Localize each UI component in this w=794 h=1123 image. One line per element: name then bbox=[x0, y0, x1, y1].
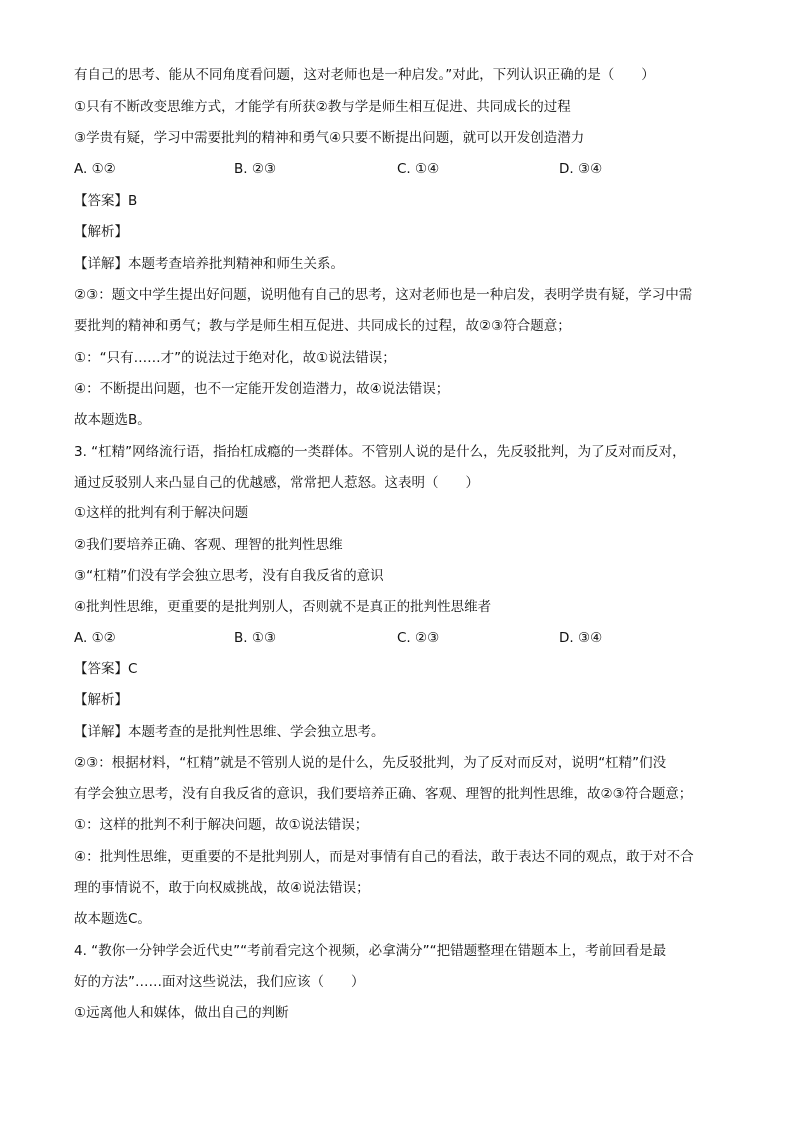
q2-analysis-label: 【解析】 bbox=[74, 224, 128, 240]
q2-answer: 【答案】B bbox=[74, 193, 138, 209]
q3-item-line: ②我们要培养正确、客观、理智的批判性思维 bbox=[74, 537, 343, 553]
q2-explain-line: 要批判的精神和勇气；教与学是师生相互促进、共同成长的过程，故②③符合题意； bbox=[74, 318, 571, 334]
q3-answer: 【答案】C bbox=[74, 661, 138, 677]
q2-options bbox=[74, 160, 734, 178]
q3-stem-line: 3. “杠精”网络流行语，指抬杠成瘾的一类群体。不管别人说的是什么，先反驳批判，为了反对而反对， bbox=[74, 444, 686, 460]
q3-detail: 【详解】本题考查的是批判性思维、学会独立思考。 bbox=[74, 724, 385, 740]
q3-analysis-label: 【解析】 bbox=[74, 692, 128, 708]
q2-option-c: C. ①④ bbox=[397, 161, 440, 177]
q3-option-a: A. ①② bbox=[74, 630, 116, 646]
q2-stem-line: 有自己的思考、能从不同角度看问题，这对老师也是一种启发。”对此，下列认识正确的是（ ） bbox=[74, 67, 655, 83]
q3-option-c: C. ②③ bbox=[397, 630, 440, 646]
q2-explain-line: ④：不断提出问题，也不一定能开发创造潜力，故④说法错误； bbox=[74, 381, 450, 397]
q2-item-line: ①只有不断改变思维方式，才能学有所获②教与学是师生相互促进、共同成长的过程 bbox=[74, 99, 571, 115]
q2-option-d: D. ③④ bbox=[559, 161, 603, 177]
q3-item-line: ④批判性思维，更重要的是批判别人，否则就不是真正的批判性思维者 bbox=[74, 599, 492, 615]
q3-item-line: ①这样的批判有利于解决问题 bbox=[74, 505, 249, 521]
q3-explain-line: ①：这样的批判不利于解决问题，故①说法错误； bbox=[74, 817, 369, 833]
q2-explain-line: ①：“只有……才”的说法过于绝对化，故①说法错误； bbox=[74, 350, 396, 366]
q3-explain-line: ②③：根据材料，“杠精”就是不管别人说的是什么，先反驳批判，为了反对而反对，说明“杠精”们没 bbox=[74, 755, 667, 771]
q2-option-a: A. ①② bbox=[74, 161, 116, 177]
q4-stem-line: 好的方法”……面对这些说法，我们应该（ ） bbox=[74, 974, 365, 990]
q4-stem-line: 4. “教你一分钟学会近代史”“考前看完这个视频，必拿满分”“把错题整理在错题本上，考前回看是最 bbox=[74, 943, 667, 959]
q3-explain-line: 理的事情说不，敢于向权威挑战，故④说法错误； bbox=[74, 880, 370, 896]
q3-explain-line: 故本题选C。 bbox=[74, 911, 151, 927]
q3-explain-line: ④：批判性思维，更重要的不是批判别人，而是对事情有自己的看法，敢于表达不同的观点，敢于对不合 bbox=[74, 849, 694, 865]
q4-item-line: ①远离他人和媒体，做出自己的判断 bbox=[74, 1005, 289, 1021]
q3-item-line: ③“杠精”们没有学会独立思考，没有自我反省的意识 bbox=[74, 568, 384, 584]
q2-option-b: B. ②③ bbox=[234, 161, 277, 177]
q3-options bbox=[74, 629, 734, 647]
q2-item-line: ③学贵有疑，学习中需要批判的精神和勇气④只要不断提出问题，就可以开发创造潜力 bbox=[74, 130, 585, 146]
q3-explain-line: 有学会独立思考，没有自我反省的意识，我们要培养正确、客观、理智的批判性思维，故②③符合题意； bbox=[74, 786, 693, 802]
q2-explain-line: 故本题选B。 bbox=[74, 412, 151, 428]
q2-explain-line: ②③：题文中学生提出好问题，说明他有自己的思考，这对老师也是一种启发，表明学贵有疑，学习中需 bbox=[74, 287, 693, 303]
q3-option-d: D. ③④ bbox=[559, 630, 603, 646]
q3-option-b: B. ①③ bbox=[234, 630, 277, 646]
q2-detail: 【详解】本题考查培养批判精神和师生关系。 bbox=[74, 256, 344, 272]
q3-stem-line: 通过反驳别人来凸显自己的优越感，常常把人惹怒。这表明（ ） bbox=[74, 475, 479, 491]
